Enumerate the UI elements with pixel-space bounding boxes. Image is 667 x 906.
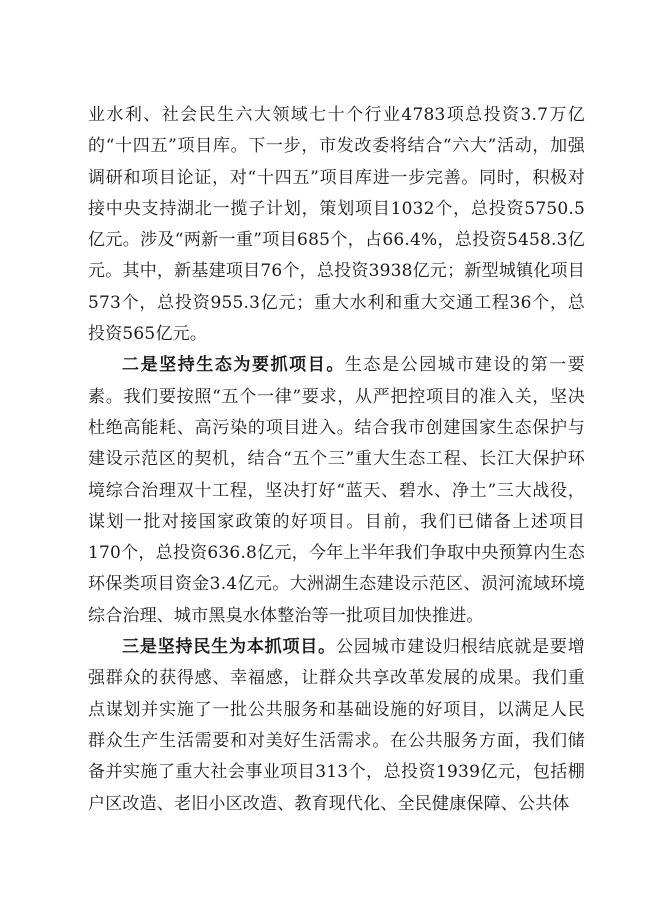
paragraph-text: 公园城市建设归根结底就是要增强群众的获得感、幸福感，让群众共享改革发展的成果。我们重点谋划并实施了一批公共服务和基础设施的好项目，以满足人民群众生产生活需要和对美好生活需求。在公共服务方面，我们储备并实施了重大社会事业项目313个，总投资1939亿元，包括棚户区改造、老旧小区改造、教育现代化、全民健康保障、公共体 [88, 637, 585, 814]
document-body [88, 100, 585, 820]
paragraph-ecology [88, 350, 585, 632]
paragraph-text: 业水利、社会民生六大领域七十个行业4783项总投资3.7万亿的“十四五”项目库。下一步，市发改委将结合“六大”活动，加强调研和项目论证，对“十四五”项目库进一步完善。同时，积极对接中央支持湖北一揽子计划，策划项目1032个，总投资5750.5亿元。涉及“两新一重”项目685个，占66.4%，总投资5458.3亿元。其中，新基建项目76个，总投资3938亿元；新型城镇化项目573个，总投资955.3亿元；重大水利和重大交通工程36个，总投资565亿元。 [88, 105, 585, 345]
paragraph-continuation [88, 100, 585, 350]
paragraph-heading: 二是坚持生态为要抓项目。 [122, 355, 345, 376]
paragraph-text: 生态是公园城市建设的第一要素。我们要按照“五个一律”要求，从严把控项目的准入关，坚决杜绝高能耗、高污染的项目进入。结合我市创建国家生态保护与建设示范区的契机，结合“五个三”重大生态工程、长江大保护环境综合治理双十工程，坚决打好“蓝天、碧水、净土”三大战役，谋划一批对接国家政策的好项目。目前，我们已储备上述项目170个，总投资636.8亿元，今年上半年我们争取中央预算内生态环保类项目资金3.4亿元。大洲湖生态建设示范区、涢河流域环境综合治理、城市黑臭水体整治等一批项目加快推进。 [88, 355, 585, 626]
paragraph-livelihood [88, 632, 585, 820]
paragraph-heading: 三是坚持民生为本抓项目。 [122, 637, 336, 658]
